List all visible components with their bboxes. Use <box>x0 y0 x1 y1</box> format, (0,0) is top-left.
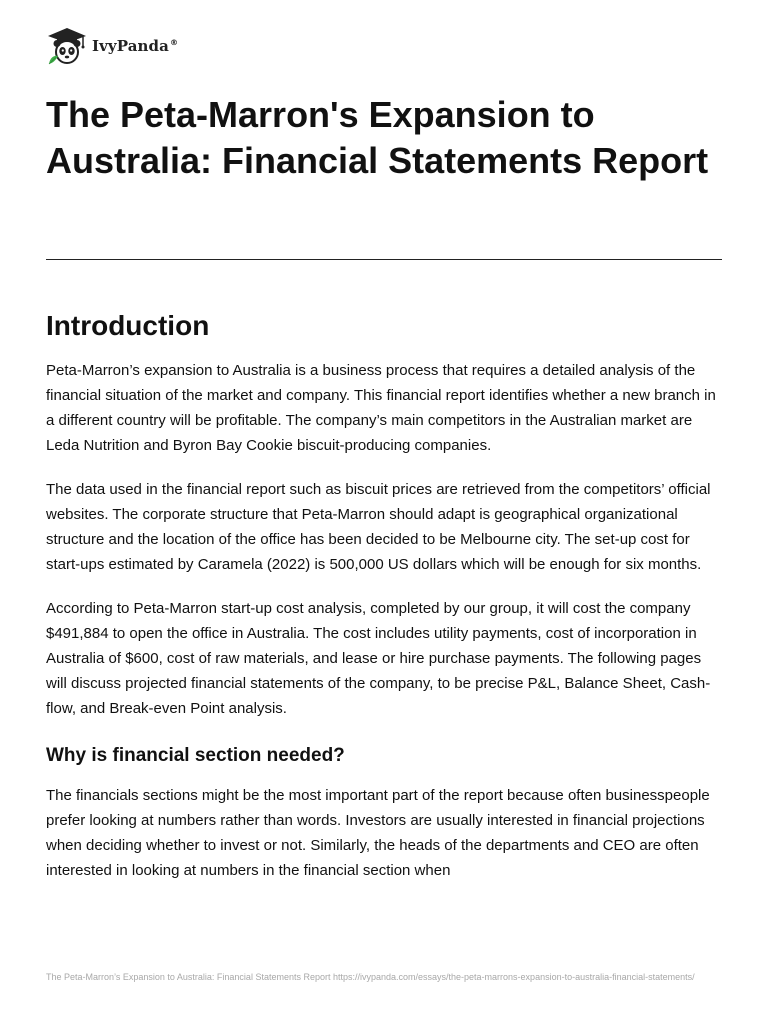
paragraph: According to Peta-Marron start-up cost analysis, completed by our group, it will cost the company $491,884 to open the office in Australia. The cost includes utility payments, cost of incorporation in Australia of $600, cost of raw materials, and lease or hire purchase payments. The following pages will discuss projected financial statements of the company, to be precise P&L, Balance Sheet, Cash-flow, and Break-even Point analysis. <box>46 600 711 717</box>
paragraph: The data used in the financial report such as biscuit prices are retrieved from the competitors’ official websites. The corporate structure that Peta-Marron should adapt is geographical organizational structure and the location of the office has been decided to be Melbourne city. The set-up cost for start-ups estimated by Caramela (2022) is 500,000 US dollars which will be enough for six months. <box>46 481 711 573</box>
registered-mark: ® <box>169 38 179 47</box>
section-heading-why-financial: Why is financial section needed? <box>46 745 345 766</box>
page-footer-citation: The Peta-Marron’s Expansion to Australia: Financial Statements Report https://ivypanda.com/essays/the-peta-marrons-expansion-to-australia-financial-statements/ <box>46 972 695 982</box>
brand-header[interactable] <box>46 26 178 66</box>
paragraph: The financials sections might be the most important part of the report because often businesspeople prefer looking at numbers rather than words. Investors are usually interested in financial projections when deciding whether to invest or not. Similarly, the heads of the departments and CEO are often interested in looking at numbers in the financial section when <box>46 787 710 879</box>
section-heading-introduction: Introduction <box>46 310 210 341</box>
panda-graduate-icon <box>46 26 88 66</box>
paragraph: Peta-Marron’s expansion to Australia is a business process that requires a detailed analysis of the financial situation of the market and company. This financial report identifies whether a new branch in a different country will be profitable. The company’s main competitors in the Australian market are Leda Nutrition and Byron Bay Cookie biscuit-producing companies. <box>46 362 716 454</box>
article-body <box>46 306 722 883</box>
title-divider <box>46 259 722 260</box>
page-title: The Peta-Marron's Expansion to Australia: Financial Statements Report <box>46 94 709 181</box>
brand-name: IvyPanda® <box>92 37 179 55</box>
